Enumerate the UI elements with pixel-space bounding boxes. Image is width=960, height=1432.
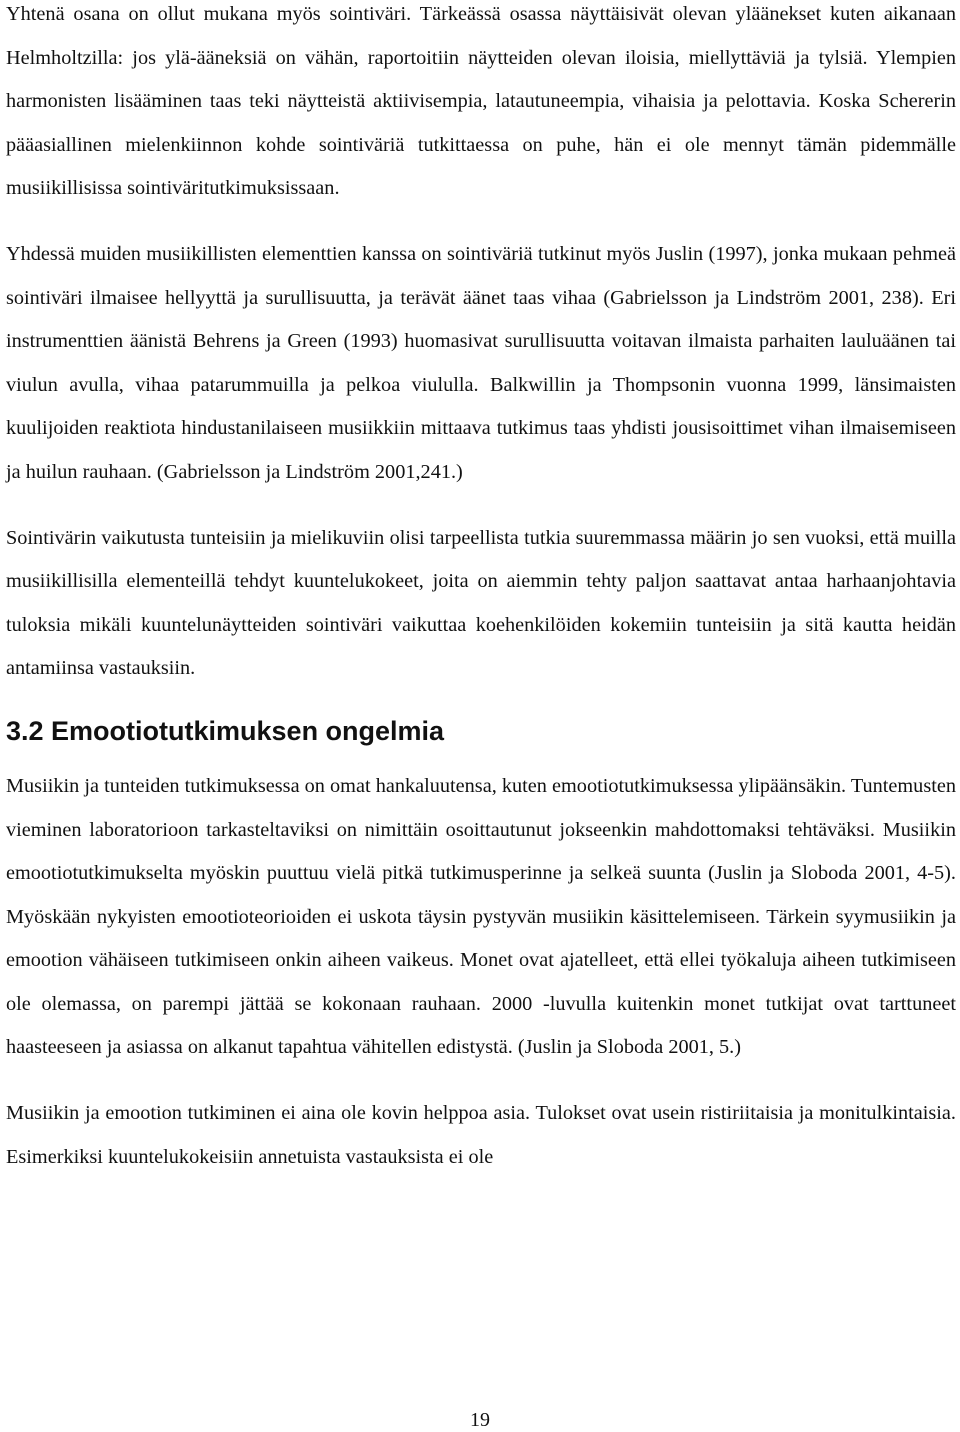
page-number: 19 bbox=[470, 1409, 490, 1431]
paragraph-timbre-juslin: Yhdessä muiden musiikillisten elementtien kanssa on sointiväriä tutkinut myös Juslin (1997), jonka mukaan pehmeä sointiväri ilmaisee hellyyttä ja surullisuutta, ja terävät äänet taas vihaa (Gabrielsson ja Lindström 2001, 238). Eri instrumenttien äänistä Behrens ja Green (1993) huomasivat surullisuutta voitavan ilmaista parhaiten lauluäänen tai viulun avulla, vihaa patarummuilla ja pelkoa viululla. Balkwillin ja Thompsonin vuonna 1999, länsimaisten kuulijoiden reaktiota hindustanilaiseen musiikkiin mittaava tutkimus taas yhdisti jousisoittimet vihan ilmaisemiseen ja huilun rauhaan. (Gabrielsson ja Lindström 2001,241.) bbox=[6, 242, 956, 483]
paragraph-timbre-research-need: Sointivärin vaikutusta tunteisiin ja mielikuviin olisi tarpeellista tutkia suuremmassa määrin jo sen vuoksi, että muilla musiikillisilla elementeillä tehdyt kuuntelukokeet, joita on aiemmin tehty paljon saattavat antaa harhaanjohtavia tuloksia mikäli kuuntelunäytteiden sointiväri vaikuttaa koehenkilöiden kokemiin tunteisiin ja sitä kautta heidän antamiinsa vastauksiin. bbox=[6, 526, 956, 680]
document-page bbox=[6, 0, 956, 1179]
paragraph-emotion-research-problems: Musiikin ja tunteiden tutkimuksessa on omat hankaluutensa, kuten emootiotutkimuksessa ylipäänsäkin. Tuntemusten vieminen laboratorioon tarkasteltaviksi on nimittäin osoittautunut jokseenkin mahdottomaksi tehtäväksi. Musiikin emootiotutkimukselta myöskin puuttuu vielä pitkä tutkimusperinne ja selkeä suunta (Juslin ja Sloboda 2001, 4-5). Myöskään nykyisten emootioteorioiden ei uskota täysin pystyvän musiikin käsittelemiseen. Tärkein syymusiikin ja emootion vähäiseen tutkimiseen onkin aiheen vaikeus. Monet ovat ajatelleet, että ellei työkaluja aiheen tutkimiseen ole olemassa, on parempi jättää se kokonaan rauhaan. 2000 -luvulla kuitenkin monet tutkijat ovat tarttuneet haasteeseen ja asiassa on alkanut tapahtua vähitellen edistystä. (Juslin ja Sloboda 2001, 5.) bbox=[6, 774, 956, 1059]
paragraph-timbre-scherer: Yhtenä osana on ollut mukana myös sointiväri. Tärkeässä osassa näyttäisivät olevan yläänekset kuten aikanaan Helmholtzilla: jos ylä-ääneksiä on vähän, raportoitiin näytteiden olevan iloisia, miellyttäviä ja tylsiä. Ylempien harmonisten lisääminen taas teki näytteistä aktiivisempia, latautuneempia, vihaisia ja pelottavia. Koska Schererin pääasiallinen mielenkiinnon kohde sointiväriä tutkittaessa on puhe, hän ei ole mennyt tämän pidemmälle musiikillisissa sointiväritutkimuksissaan. bbox=[6, 3, 956, 200]
section-heading: 3.2 Emootiotutkimuksen ongelmia bbox=[6, 715, 445, 746]
paragraph-emotion-research-difficulty: Musiikin ja emootion tutkiminen ei aina ole kovin helppoa asia. Tulokset ovat usein ristiriitaisia ja monitulkintaisia. Esimerkiksi kuuntelukokeisiin annetuista vastauksista ei ole bbox=[6, 1102, 956, 1168]
